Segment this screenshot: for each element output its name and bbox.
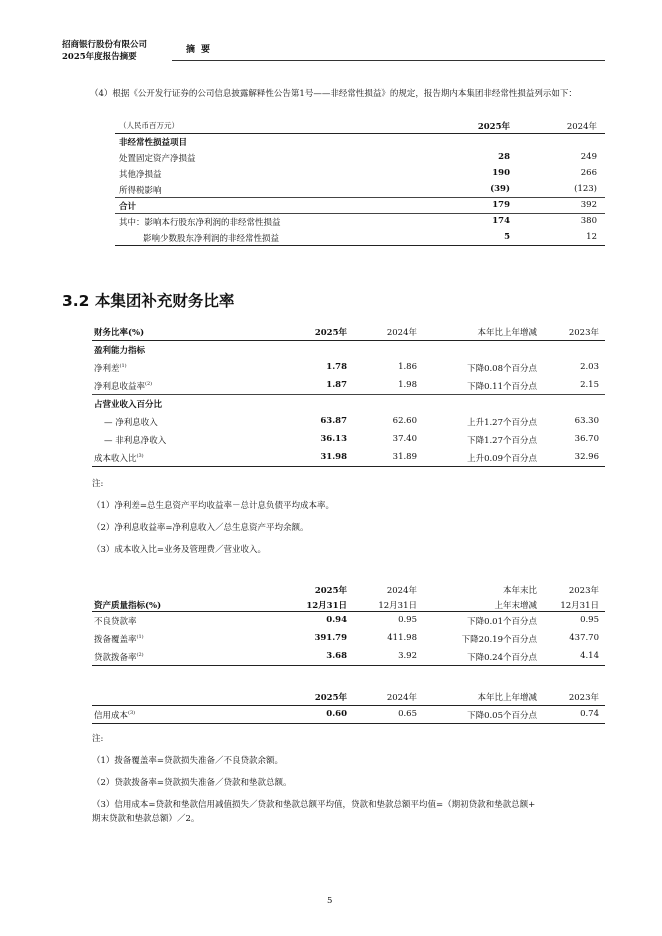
value-change: 下降0.05个百分点	[467, 711, 537, 721]
value-2025: 0.60	[326, 709, 347, 719]
row-label	[94, 709, 135, 721]
note: （3）成本收入比=业务及管理费／营业收入。	[92, 545, 267, 555]
note-continuation: 期末贷款和垫款总额）／2。	[92, 814, 200, 824]
row-label	[94, 633, 144, 645]
row-label: 其他净损益	[119, 170, 162, 180]
col-2025: 2025年	[314, 328, 347, 338]
table-row	[92, 341, 605, 359]
value-2024: 12	[586, 232, 597, 242]
footnote-mark: (3)	[128, 710, 136, 717]
report-name: 2025年度报告摘要	[62, 52, 137, 62]
table-row	[115, 134, 605, 150]
table-row	[115, 166, 605, 182]
value-change: 下降0.11个百分点	[467, 382, 537, 392]
unit-label: （人民币百万元）	[119, 121, 179, 130]
row-label: — 非利息净收入	[104, 436, 167, 446]
value-change: 下降20.19个百分点	[461, 635, 537, 645]
table-row	[92, 395, 605, 413]
col-2025-top: 2025年	[314, 586, 347, 596]
value-change: 下降0.08个百分点	[467, 364, 537, 374]
note: （3）信用成本=贷款和垫款信用减值损失／贷款和垫款总额平均值，贷款和垫款总额平均值=（期初贷款和垫款总额+	[92, 800, 536, 810]
section-title: 3.2 本集团补充财务比率	[62, 292, 235, 310]
row-label: 所得税影响	[119, 186, 162, 196]
value-2025: 190	[492, 168, 510, 178]
note: （1）净利差=总生息资产平均收益率－总计息负债平均成本率。	[92, 501, 335, 511]
value-2025: 1.87	[326, 380, 347, 390]
note: （2）净利息收益率=净利息收入／总生息资产平均余额。	[92, 523, 309, 533]
section-label: 非经常性损益项目	[119, 138, 188, 148]
value-2024: 62.60	[392, 416, 417, 426]
value-2023: 2.03	[580, 362, 599, 372]
row-label: 影响少数股东净利润的非经常性损益	[143, 234, 280, 244]
table-header-row	[115, 118, 605, 134]
value-2024: 411.98	[387, 633, 417, 643]
value-2023: 36.70	[574, 434, 599, 444]
table-row	[92, 612, 605, 630]
table-row	[115, 182, 605, 198]
value-2024: (123)	[574, 184, 597, 194]
table-row	[92, 706, 605, 724]
col-2025: 2025年	[314, 693, 347, 703]
value-2025: 1.78	[326, 362, 347, 372]
value-2024: 37.40	[392, 434, 417, 444]
col-2024: 2024年	[386, 328, 417, 338]
value-2025: 391.79	[314, 633, 347, 643]
label-text: 净利息收益率	[94, 382, 146, 392]
header-label: 资产质量指标(%)	[94, 601, 162, 611]
table-row	[92, 648, 605, 666]
value-2024: 31.89	[392, 452, 417, 462]
value-2024: 1.98	[398, 380, 417, 390]
value-2024: 266	[580, 168, 597, 178]
value-change: 下降1.27个百分点	[467, 436, 537, 446]
value-2024: 1.86	[398, 362, 417, 372]
nonrecurring-table	[115, 118, 605, 246]
value-2025: 0.94	[326, 615, 347, 625]
footnote-mark: (1)	[119, 363, 127, 370]
value-2023: 63.30	[574, 416, 599, 426]
col-2024-bottom: 12月31日	[378, 601, 417, 611]
col-2025: 2025年	[477, 122, 510, 132]
col-change: 本年比上年增减	[477, 328, 537, 338]
col-2024-top: 2024年	[386, 586, 417, 596]
footnote-mark: (1)	[136, 634, 144, 641]
value-2023: 0.74	[580, 709, 599, 719]
footnote-mark: (3)	[136, 453, 144, 460]
label-text: 净利差	[94, 364, 120, 374]
value-2023: 4.14	[580, 651, 599, 661]
row-label	[94, 380, 152, 392]
section-header: 摘要	[186, 45, 217, 55]
table-row	[115, 214, 605, 230]
note: （2）贷款拨备率=贷款损失准备／贷款和垫款总额。	[92, 778, 292, 788]
value-2025: 174	[492, 216, 510, 226]
report-header	[62, 39, 147, 63]
table-row	[92, 431, 605, 449]
table-row	[92, 413, 605, 431]
col-2024: 2024年	[566, 122, 597, 132]
col-2023-bottom: 12月31日	[560, 601, 599, 611]
company-name: 招商银行股份有限公司	[62, 40, 148, 50]
col-change: 本年比上年增减	[477, 693, 537, 703]
col-2023: 2023年	[568, 328, 599, 338]
row-label: 不良贷款率	[94, 617, 137, 627]
value-2023: 437.70	[569, 633, 599, 643]
value-2024: 0.95	[398, 615, 417, 625]
value-2024: 392	[580, 200, 597, 210]
row-label	[94, 651, 144, 663]
value-2024: 3.92	[398, 651, 417, 661]
row-label: 合计	[119, 202, 137, 212]
row-label	[94, 362, 127, 374]
col-change-top: 本年末比	[502, 586, 537, 596]
table-row	[92, 449, 605, 467]
value-2024: 249	[580, 152, 597, 162]
label-text: 成本收入比	[94, 454, 137, 464]
group-label: 占营业收入百分比	[94, 400, 163, 410]
ratio-notes	[92, 478, 334, 566]
col-2023-top: 2023年	[568, 586, 599, 596]
header-label: 财务比率(%)	[94, 328, 145, 338]
table-header-row	[92, 688, 605, 706]
value-2023: 32.96	[574, 452, 599, 462]
value-2023: 0.95	[580, 615, 599, 625]
value-2025: 63.87	[320, 416, 347, 426]
value-2025: 31.98	[320, 452, 347, 462]
label-text: 信用成本	[94, 711, 129, 721]
value-change: 上升1.27个百分点	[467, 418, 537, 428]
row-label: — 净利息收入	[104, 418, 158, 428]
table-row	[115, 150, 605, 166]
table-header-row	[92, 323, 605, 341]
quality-notes	[92, 733, 535, 827]
value-2023: 2.15	[580, 380, 599, 390]
table-row	[92, 630, 605, 648]
value-2024: 0.65	[398, 709, 417, 719]
value-2024: 380	[580, 216, 597, 226]
financial-ratio-table	[92, 323, 605, 467]
label-text: 贷款拨备率	[94, 653, 137, 663]
footnote-mark: (2)	[145, 381, 153, 388]
value-2025: 3.68	[326, 651, 347, 661]
row-label	[94, 452, 144, 464]
label-text: 拨备覆盖率	[94, 635, 137, 645]
table-header-row	[92, 582, 605, 612]
note: （1）拨备覆盖率=贷款损失准备／不良贷款余额。	[92, 756, 284, 766]
value-2025: 36.13	[320, 434, 347, 444]
table-row	[115, 198, 605, 214]
col-2023: 2023年	[568, 693, 599, 703]
notes-title: 注:	[92, 479, 104, 489]
value-2025: 179	[492, 200, 510, 210]
intro-paragraph: （4）根据《公开发行证券的公司信息披露解释性公告第1号——非经常性损益》的规定，报告期内本集团非经常性损益列示如下：	[90, 89, 577, 99]
value-2025: 5	[504, 232, 510, 242]
footnote-mark: (2)	[136, 652, 144, 659]
row-label: 其中：影响本行股东净利润的非经常性损益	[119, 218, 281, 228]
value-change: 上升0.09个百分点	[467, 454, 537, 464]
value-change: 下降0.01个百分点	[467, 617, 537, 627]
col-change-bottom: 上年末增减	[494, 601, 537, 611]
col-2024: 2024年	[386, 693, 417, 703]
asset-quality-table	[92, 582, 605, 666]
credit-cost-table	[92, 688, 605, 724]
table-row	[92, 359, 605, 377]
col-2025-bottom: 12月31日	[306, 601, 347, 611]
table-row	[115, 230, 605, 246]
page-number: 5	[327, 896, 333, 906]
value-change: 下降0.24个百分点	[467, 653, 537, 663]
table-row	[92, 377, 605, 395]
value-2025: (39)	[490, 184, 510, 194]
row-label: 处置固定资产净损益	[119, 154, 196, 164]
group-label: 盈利能力指标	[94, 346, 146, 356]
header-divider	[172, 60, 605, 61]
value-2025: 28	[498, 152, 510, 162]
notes-title: 注:	[92, 734, 104, 744]
